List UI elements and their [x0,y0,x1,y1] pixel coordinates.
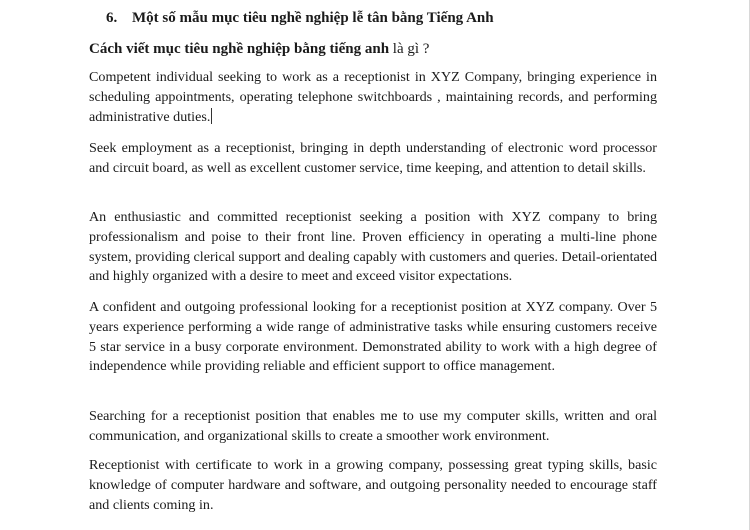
subheading-rest: là gì ? [389,41,430,57]
objective-paragraph-4: A confident and outgoing professional looking for a receptionist position at XYZ company. Over 5 years experience performing a wide range of administrative tasks while ensuring customers receive 5 star service in a busy corporate environment. Demonstrated ability to work with a high degree of independence while providing reliable and efficient support to office management. [89,299,657,375]
objective-paragraph-6: Receptionist with certificate to work in a growing company, possessing great typing skills, basic knowledge of computer hardware and software, and outgoing personality needed to encourage staff and clients coming in. [89,457,657,513]
section-title: Một số mẫu mục tiêu nghề nghiệp lễ tân bằng Tiếng Anh [132,10,494,26]
objective-paragraph-2: Seek employment as a receptionist, bringing in depth understanding of electronic word processor and circuit board, as well as excellent customer service, time keeping, and attention to detail skills. [89,140,657,176]
subheading-bold: Cách viết mục tiêu nghề nghiệp bằng tiếng anh [89,41,390,57]
objective-paragraph-1 [89,68,657,127]
subheading [89,39,429,59]
objective-text-1: Competent individual seeking to work as a receptionist in XYZ Company, bringing experience in scheduling appointments, operating telephone switchboards , maintaining records, and performing administrative duties. [89,69,657,125]
objective-paragraph-5: Searching for a receptionist position that enables me to use my computer skills, written and oral communication, and organizational skills to create a smoother work environment. [89,408,657,444]
section-heading [106,8,494,28]
objective-paragraph-3: An enthusiastic and committed receptionist seeking a position with XYZ company to bring professionalism and poise to their front line. Proven efficiency in operating a multi-line phone system, providing clerical support and dealing capably with customers and queries. Detail-orientated and highly organized with a desire to meet and exceed visitor expectations. [89,209,657,285]
section-number: 6. [106,10,118,26]
text-cursor [211,108,212,124]
